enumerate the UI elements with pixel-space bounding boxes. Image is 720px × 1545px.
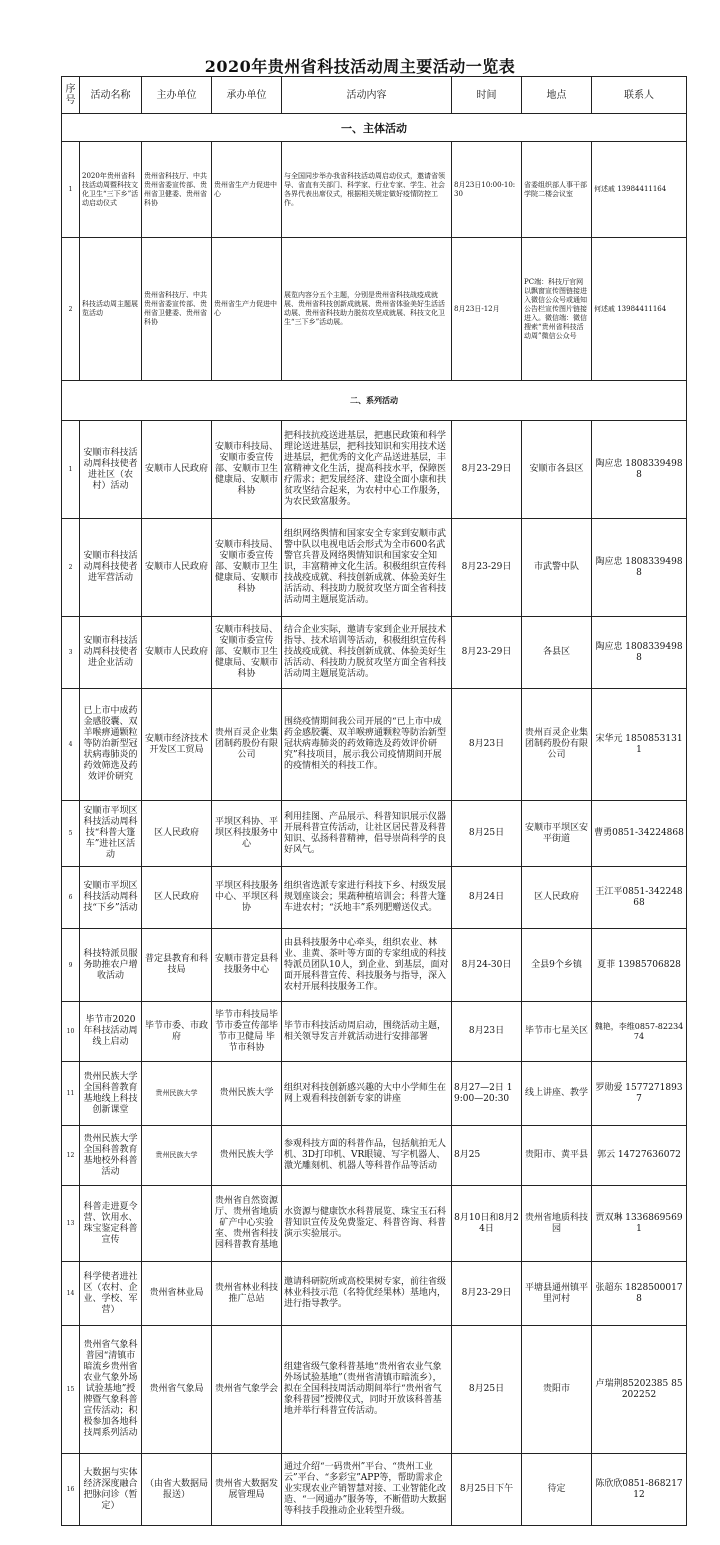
cell-contact: 卢瑞荆85202385 85202252 bbox=[592, 1326, 687, 1454]
cell-content: 邀请科研院所或高校果树专家，前往省级林业科技示范（名特优经果林）基地内，进行指导教学。 bbox=[282, 1262, 452, 1326]
cell-content: 与全国同步举办我省科技活动周启动仪式，邀请省领导、省直有关部门、科学家、行业专家、学生、社会各界代表出席仪式，根据相关规定做好疫情防控工作。 bbox=[282, 142, 452, 238]
cell-content: 水资源与健康饮水科普展览、珠宝玉石科普知识宣传及免费鉴定、科普咨询、科普演示实验展示。 bbox=[282, 1186, 452, 1262]
section-header bbox=[62, 381, 687, 421]
cell-time: 8月25日下午 bbox=[452, 1454, 522, 1526]
cell-organizer: 贵州省自然资源厅、贵州省地质矿产中心实验室、贵州省科技园科普教育基地 bbox=[212, 1186, 282, 1262]
cell-no: 5 bbox=[62, 801, 80, 867]
cell-content: 围绕疫情期间我公司开展的“已上市中成药金感胶囊、双羊喉痹通颗粒等防治新型冠状病毒肺炎的药效筛选及药效评价研究”科技项目，展示我公司疫情期间开展的疫情相关的科技工作。 bbox=[282, 689, 452, 801]
cell-name: 安顺市科技活动周科技使者进军营活动 bbox=[80, 519, 142, 617]
cell-place: 贵阳市 bbox=[522, 1326, 592, 1454]
cell-no: 4 bbox=[62, 689, 80, 801]
cell-time: 8月23日-12月 bbox=[452, 238, 522, 381]
cell-name: 2020年贵州省科技活动周暨科技文化卫生“三下乡”活动启动仪式 bbox=[80, 142, 142, 238]
cell-name: 安顺市科技活动周科技使者进社区（农村）活动 bbox=[80, 421, 142, 519]
cell-no: 16 bbox=[62, 1454, 80, 1526]
cell-no: 6 bbox=[62, 867, 80, 929]
cell-host: （由省大数据局报送） bbox=[142, 1454, 212, 1526]
cell-contact: 宋华元 18508531311 bbox=[592, 689, 687, 801]
cell-place: 贵州省地质科技园 bbox=[522, 1186, 592, 1262]
cell-host: 贵州民族大学 bbox=[142, 1062, 212, 1126]
cell-name: 科技特派员服务助推农户增收活动 bbox=[80, 929, 142, 1002]
cell-content: 组建省级气象科普基地“贵州省农业气象外场试验基地”（贵州省清镇市暗流乡），拟在全国科技周活动期间举行“贵州省气象科普园”授牌仪式，同时开放该科普基地并举行科普宣传活动。 bbox=[282, 1326, 452, 1454]
cell-place: 全县9个乡镇 bbox=[522, 929, 592, 1002]
cell-place: PC端：科技厅官网以飘窗宣传图链接进入微信公众号或通知公告栏宣传图片链接进入。微信端：微信搜索“贵州省科技活动周”微信公众号 bbox=[522, 238, 592, 381]
table-row bbox=[62, 929, 687, 1002]
cell-place: 待定 bbox=[522, 1454, 592, 1526]
cell-name: 大数据与实体经济深度融合把脉问诊（暂定） bbox=[80, 1454, 142, 1526]
cell-place: 市武警中队 bbox=[522, 519, 592, 617]
cell-host: 贵州省林业局 bbox=[142, 1262, 212, 1326]
cell-host bbox=[142, 1186, 212, 1262]
cell-host: 安顺市人民政府 bbox=[142, 617, 212, 689]
cell-no: 1 bbox=[62, 421, 80, 519]
table-row bbox=[62, 1262, 687, 1326]
cell-time: 8月23-29日 bbox=[452, 617, 522, 689]
cell-time: 8月23-29日 bbox=[452, 519, 522, 617]
cell-organizer: 贵州省林业科技推广总站 bbox=[212, 1262, 282, 1326]
cell-organizer: 贵州省生产力促进中心 bbox=[212, 238, 282, 381]
cell-content: 通过介绍“一码贵州”平台、“贵州工业云”平台、“多彩宝”APP等，帮助需求企业实现农业产销智慧对接、工业智能化改造、“一网通办”服务等，不断借助大数据等科技手段推动企业转型升级。 bbox=[282, 1454, 452, 1526]
cell-place: 贵州百灵企业集团制药股份有限公司 bbox=[522, 689, 592, 801]
cell-time: 8月10日和8月24日 bbox=[452, 1186, 522, 1262]
cell-organizer: 安顺市科技局、安顺市委宣传部、安顺市卫生健康局、安顺市科协 bbox=[212, 617, 282, 689]
cell-no: 13 bbox=[62, 1186, 80, 1262]
cell-time: 8月25 bbox=[452, 1126, 522, 1186]
cell-time: 8月23日 bbox=[452, 689, 522, 801]
table-row bbox=[62, 689, 687, 801]
cell-place: 线上讲座、教学 bbox=[522, 1062, 592, 1126]
cell-contact: 陶应忠 18083394988 bbox=[592, 617, 687, 689]
table-row bbox=[62, 1186, 687, 1262]
cell-no: 1 bbox=[62, 142, 80, 238]
cell-contact: 罗勋爱 15772718937 bbox=[592, 1062, 687, 1126]
cell-name: 科普走进夏令营、饮用水、珠宝鉴定科普宣传 bbox=[80, 1186, 142, 1262]
table-row bbox=[62, 1062, 687, 1126]
cell-no: 2 bbox=[62, 238, 80, 381]
cell-contact: 何述戚 13984411164 bbox=[592, 142, 687, 238]
cell-organizer: 贵州省生产力促进中心 bbox=[212, 142, 282, 238]
cell-host: 安顺市人民政府 bbox=[142, 519, 212, 617]
cell-host: 贵州民族大学 bbox=[142, 1126, 212, 1186]
table-row bbox=[62, 801, 687, 867]
cell-host: 区人民政府 bbox=[142, 867, 212, 929]
cell-no: 15 bbox=[62, 1326, 80, 1454]
cell-host: 毕节市委、市政府 bbox=[142, 1002, 212, 1062]
cell-contact: 陈欣欣0851-86821712 bbox=[592, 1454, 687, 1526]
cell-no: 3 bbox=[62, 617, 80, 689]
cell-contact: 夏菲 13985706828 bbox=[592, 929, 687, 1002]
header-place: 地点 bbox=[522, 77, 592, 114]
cell-host: 贵州省科技厅、中共贵州省委宣传部、贵州省卫健委、贵州省科协 bbox=[142, 238, 212, 381]
cell-no: 10 bbox=[62, 1002, 80, 1062]
cell-time: 8月24日 bbox=[452, 867, 522, 929]
table-row bbox=[62, 142, 687, 238]
cell-contact: 何述戚 13984411164 bbox=[592, 238, 687, 381]
cell-content: 组织网络舆情和国家安全专家到安顺市武警中队以电视电话会形式为全市600名武警官兵普及网络舆情知识和国家安全知识，丰富精神文化生活。积极组织宣传科技战疫成就、科技创新成就、体验美好生活活动、科技助力脱贫攻坚方面全省科技活动周主题展览活动。 bbox=[282, 519, 452, 617]
page-title: 2020年贵州省科技活动周主要活动一览表 bbox=[204, 57, 516, 76]
cell-time: 8月23-29日 bbox=[452, 1262, 522, 1326]
cell-time: 8月25日 bbox=[452, 1326, 522, 1454]
cell-content: 结合企业实际，邀请专家到企业开展技术指导、技术培训等活动，积极组织宣传科技战疫成就、科技创新成就、体验美好生活活动、科技助力脱贫攻坚方面全省科技活动周主题展览活动。 bbox=[282, 617, 452, 689]
cell-time: 8月23日10:00-10:30 bbox=[452, 142, 522, 238]
section-label: 二、系列活动 bbox=[62, 381, 687, 421]
cell-organizer: 平坝区科技服务中心、平坝区科协 bbox=[212, 867, 282, 929]
activity-table bbox=[61, 76, 687, 1526]
cell-content: 毕节市科技活动周启动，围绕活动主题，相关领导发言并就活动进行安排部署 bbox=[282, 1002, 452, 1062]
table-row bbox=[62, 1454, 687, 1526]
cell-organizer: 贵州百灵企业集团制药股份有限公司 bbox=[212, 689, 282, 801]
cell-contact: 王江平0851-34224868 bbox=[592, 867, 687, 929]
cell-host: 区人民政府 bbox=[142, 801, 212, 867]
table-row bbox=[62, 617, 687, 689]
cell-content: 由县科技服务中心牵头，组织农业、林业、韭黄、茶叶等方面的专家组成的科技特派员团队10人，到企业、到基层，面对面开展科普宣传、科技服务与指导，深入农村开展科技服务工作。 bbox=[282, 929, 452, 1002]
cell-organizer: 平坝区科协、平坝区科技服务中心 bbox=[212, 801, 282, 867]
cell-name: 贵州民族大学全国科普教育基地校外科普活动 bbox=[80, 1126, 142, 1186]
table-row bbox=[62, 238, 687, 381]
cell-time: 8月23日 bbox=[452, 1002, 522, 1062]
cell-host: 贵州省科技厅、中共贵州省委宣传部、贵州省卫健委、贵州省科协 bbox=[142, 142, 212, 238]
cell-host: 贵州省气象局 bbox=[142, 1326, 212, 1454]
cell-organizer: 安顺市科技局、安顺市委宣传部、安顺市卫生健康局、安顺市科协 bbox=[212, 519, 282, 617]
cell-contact: 贾双琳 13368695691 bbox=[592, 1186, 687, 1262]
cell-content: 组织对科技创新感兴趣的大中小学师生在网上观看科技创新专家的讲座 bbox=[282, 1062, 452, 1126]
header-content: 活动内容 bbox=[282, 77, 452, 114]
cell-organizer: 贵州民族大学 bbox=[212, 1126, 282, 1186]
table-row bbox=[62, 421, 687, 519]
cell-place: 省委组织部人事干部学院二楼会议室 bbox=[522, 142, 592, 238]
header-time: 时间 bbox=[452, 77, 522, 114]
header-row bbox=[62, 77, 687, 114]
cell-organizer: 贵州省气象学会 bbox=[212, 1326, 282, 1454]
table-row bbox=[62, 519, 687, 617]
cell-name: 贵州民族大学全国科普教育基地线上科技创新课堂 bbox=[80, 1062, 142, 1126]
cell-time: 8月23-29日 bbox=[452, 421, 522, 519]
cell-host: 普定县教育和科技局 bbox=[142, 929, 212, 1002]
cell-content: 把科技抗疫送进基层，把惠民政策和科学理论送进基层，把科技知识和实用技术送进基层，把优秀的文化产品送进基层，丰富精神文化生活，提高科技水平，保障医疗需求；把发展经济、建设全面小康和扶贫攻坚结合起来，为农村中心工作服务，为农民致富服务。 bbox=[282, 421, 452, 519]
cell-name: 安顺市平坝区科技活动周科技“科普大篷车”进社区活动 bbox=[80, 801, 142, 867]
cell-place: 平塘县通州镇平里河村 bbox=[522, 1262, 592, 1326]
cell-place: 安顺市平坝区安平街道 bbox=[522, 801, 592, 867]
cell-content: 展览内容分五个主题，分别是贵州省科技战疫成就展、贵州省科技创新成就展、贵州省体验美好生活活动展、贵州省科技助力脱贫攻坚成就展、科技文化卫生“三下乡”活动展。 bbox=[282, 238, 452, 381]
cell-name: 已上市中成药金感胶囊、双羊喉痹通颗粒等防治新型冠状病毒肺炎的药效筛选及药效评价研究 bbox=[80, 689, 142, 801]
cell-host: 安顺市经济技术开发区工贸局 bbox=[142, 689, 212, 801]
cell-no: 2 bbox=[62, 519, 80, 617]
cell-time: 8月27—2日 19:00—20:30 bbox=[452, 1062, 522, 1126]
cell-contact: 陶应忠 18083394988 bbox=[592, 519, 687, 617]
cell-place: 区人民政府 bbox=[522, 867, 592, 929]
section-label: 一、主体活动 bbox=[62, 114, 687, 142]
header-no: 序号 bbox=[62, 77, 80, 114]
table-row bbox=[62, 1326, 687, 1454]
cell-name: 科学使者进社区（农村、企业、学校、军营） bbox=[80, 1262, 142, 1326]
cell-content: 利用挂图、产品展示、科普知识展示仪器开展科普宣传活动，让社区居民普及科普知识、弘扬科普精神，倡导崇尚科学的良好风气。 bbox=[282, 801, 452, 867]
cell-place: 毕节市七星关区 bbox=[522, 1002, 592, 1062]
cell-name: 贵州省气象科普园“清镇市暗流乡贵州省农业气象外场试验基地”授牌暨气象科普宣传活动；积极参加各地科技周系列活动 bbox=[80, 1326, 142, 1454]
cell-name: 安顺市平坝区科技活动周科技“下乡”活动 bbox=[80, 867, 142, 929]
cell-organizer: 毕节市科技局毕节市委宣传部毕节市卫健局 毕节市科协 bbox=[212, 1002, 282, 1062]
cell-place: 各县区 bbox=[522, 617, 592, 689]
cell-content: 参观科技方面的科普作品，包括航拍无人机、3D打印机、VR眼镜、写字机器人、激光雕刻机、机器人等科普作品等活动 bbox=[282, 1126, 452, 1186]
cell-contact: 曹勇0851-34224868 bbox=[592, 801, 687, 867]
table-row bbox=[62, 1126, 687, 1186]
cell-host: 安顺市人民政府 bbox=[142, 421, 212, 519]
cell-name: 科技活动周主题展览活动 bbox=[80, 238, 142, 381]
cell-no: 11 bbox=[62, 1062, 80, 1126]
table-row bbox=[62, 867, 687, 929]
cell-place: 贵阳市、黄平县 bbox=[522, 1126, 592, 1186]
cell-organizer: 贵州省大数据发展管理局 bbox=[212, 1454, 282, 1526]
cell-organizer: 安顺市科技局、安顺市委宣传部、安顺市卫生健康局、安顺市科协 bbox=[212, 421, 282, 519]
header-name: 活动名称 bbox=[80, 77, 142, 114]
cell-place: 安顺市各县区 bbox=[522, 421, 592, 519]
cell-contact: 陶应忠 18083394988 bbox=[592, 421, 687, 519]
table-row bbox=[62, 1002, 687, 1062]
cell-no: 9 bbox=[62, 929, 80, 1002]
cell-time: 8月25日 bbox=[452, 801, 522, 867]
section-header bbox=[62, 114, 687, 142]
header-host: 主办单位 bbox=[142, 77, 212, 114]
cell-time: 8月24-30日 bbox=[452, 929, 522, 1002]
cell-organizer: 安顺市普定县科技服务中心 bbox=[212, 929, 282, 1002]
cell-organizer: 贵州民族大学 bbox=[212, 1062, 282, 1126]
cell-name: 安顺市科技活动周科技使者进企业活动 bbox=[80, 617, 142, 689]
cell-name: 毕节市2020年科技活动周线上启动 bbox=[80, 1002, 142, 1062]
cell-contact: 张超东 18285000178 bbox=[592, 1262, 687, 1326]
header-organizer: 承办单位 bbox=[212, 77, 282, 114]
cell-contact: 郭云 14727636072 bbox=[592, 1126, 687, 1186]
cell-no: 14 bbox=[62, 1262, 80, 1326]
cell-contact: 魏艳，李维0857-8223474 bbox=[592, 1002, 687, 1062]
header-contact: 联系人 bbox=[592, 77, 687, 114]
cell-no: 12 bbox=[62, 1126, 80, 1186]
cell-content: 组织省选派专家进行科技下乡、村级发展规划座谈会；果蔬种植培训会；科普大篷车进农村；“沃地丰”系列肥赠送仪式。 bbox=[282, 867, 452, 929]
